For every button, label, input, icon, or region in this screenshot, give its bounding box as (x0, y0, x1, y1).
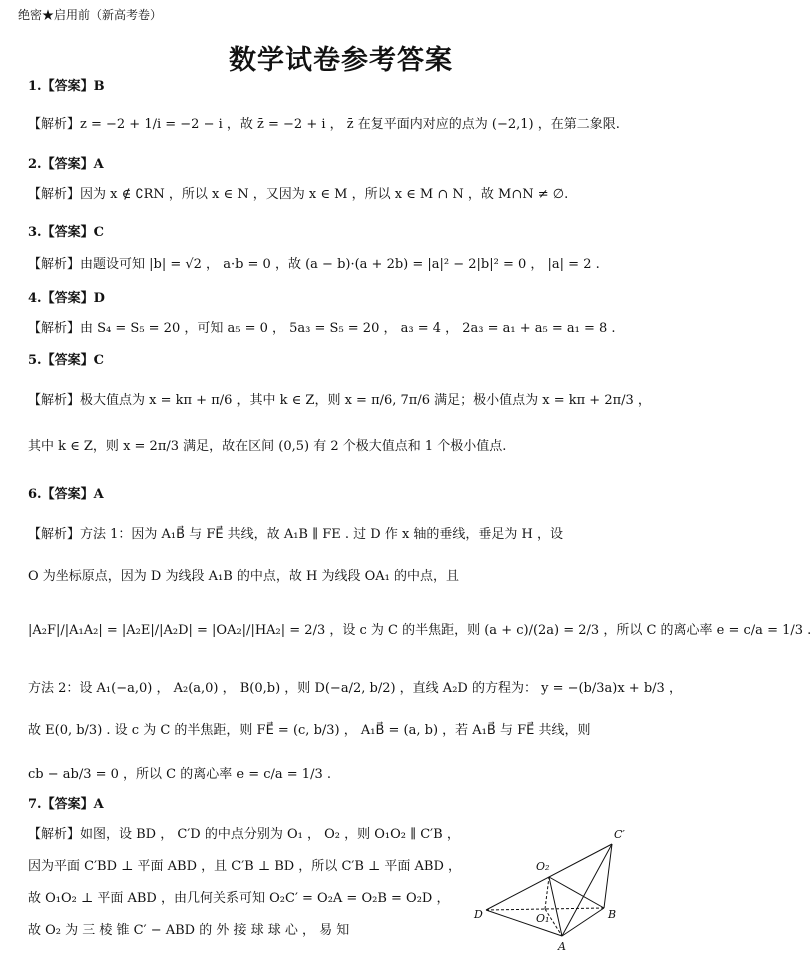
q7-explanation-1: 【解析】如图，设 BD ， C′D 的中点分别为 O₁ ， O₂ ，则 O₁O₂ ∥ C′B ， (28, 827, 460, 842)
q1-explanation: 【解析】z = −2 + 1/i = −2 − i ，故 z̄ = −2 + i ， z̄ 在复平面内对应的点为 (−2,1) ，在第二象限. (28, 117, 620, 132)
q5-answer: 5.【答案】C (28, 353, 104, 368)
edge-a-b (562, 908, 604, 936)
q4-answer: 4.【答案】D (28, 291, 105, 306)
edge-a-c (562, 844, 612, 936)
q2-explanation: 【解析】因为 x ∉ ∁RN ，所以 x ∈ N ，又因为 x ∈ M ，所以 x ∈ M ∩ N ，故 M∩N ≠ ∅. (28, 187, 569, 202)
edge-o2-b (549, 877, 604, 908)
q6-method2-1: 方法 2：设 A₁(−a,0) ， A₂(a,0) ， B(0,b) ，则 D(−a/2, b/2) ，直线 A₂D 的方程为： y = −(b/3a)x + b/3 ， (28, 681, 682, 696)
edge-b-c (604, 844, 612, 908)
edge-o1-o2-hidden (545, 877, 549, 909)
q5-explanation-2: 其中 k ∈ Z，则 x = 2π/3 满足，故在区间 (0,5) 有 2 个极大值点和 1 个极小值点. (28, 439, 507, 454)
q6-method1-1: 【解析】方法 1：因为 A₁B⃗ 与 FE⃗ 共线，故 A₁B ∥ FE . 过 D 作 x 轴的垂线，垂足为 H ，设 (28, 527, 564, 542)
confidential-header: 绝密★启用前（新高考卷） (18, 8, 163, 22)
q6-method1-3: |A₂F|/|A₁A₂| = |A₂E|/|A₂D| = |OA₂|/|HA₂| = 2/3 ，设 c 为 C 的半焦距，则 (a + c)/(2a) = 2/3 ，所以 C 的离心率 e = c/a = 1/3 . (28, 623, 811, 638)
q6-answer: 6.【答案】A (28, 487, 104, 502)
pyramid-figure (474, 824, 654, 954)
q7-explanation-2: 因为平面 C′BD ⊥ 平面 ABD ，且 C′B ⊥ BD ，所以 C′B ⊥ 平面 ABD ， (28, 859, 462, 874)
q3-explanation: 【解析】由题设可知 |b| = √2 ， a·b = 0 ，故 (a − b)·(a + 2b) = |a|² − 2|b|² = 0 ， |a| = 2 . (28, 257, 600, 272)
q7-explanation-3: 故 O₁O₂ ⊥ 平面 ABD ，由几何关系可知 O₂C′ = O₂A = O₂B = O₂D ， (28, 891, 450, 906)
edge-d-a (486, 910, 562, 936)
q7-answer: 7.【答案】A (28, 797, 104, 812)
label-o2: O₂ (536, 860, 550, 873)
q6-method1-2: O 为坐标原点，因为 D 为线段 A₁B 的中点，故 H 为线段 OA₁ 的中点，且 (28, 569, 460, 584)
q5-explanation-1: 【解析】极大值点为 x = kπ + π/6 ，其中 k ∈ Z，则 x = π/6, 7π/6 满足；极小值点为 x = kπ + 2π/3 ， (28, 393, 651, 408)
label-c-prime: C′ (614, 828, 625, 841)
label-a: A (558, 940, 566, 953)
q3-answer: 3.【答案】C (28, 225, 104, 240)
page-title: 数学试卷参考答案 (229, 45, 453, 76)
label-b: B (608, 908, 617, 921)
q4-explanation: 【解析】由 S₄ = S₅ = 20 ，可知 a₅ = 0 ， 5a₃ = S₅ = 20 ， a₃ = 4 ， 2a₃ = a₁ + a₅ = a₁ = 8 . (28, 321, 616, 336)
q2-answer: 2.【答案】A (28, 157, 104, 172)
q6-method2-3: cb − ab/3 = 0 ，所以 C 的离心率 e = c/a = 1/3 . (28, 767, 331, 782)
label-o1: O₁ (536, 912, 550, 925)
label-d: D (474, 908, 483, 921)
edge-o2-a (549, 877, 562, 936)
q1-answer: 1.【答案】B (28, 79, 105, 94)
q7-explanation-4: 故 O₂ 为 三 棱 锥 C′ − ABD 的 外 接 球 球 心 ， 易 知 (28, 923, 350, 938)
q6-method2-2: 故 E(0, b/3) . 设 c 为 C 的半焦距，则 FE⃗ = (c, b/3) ， A₁B⃗ = (a, b) ，若 A₁B⃗ 与 FE⃗ 共线，则 (28, 723, 591, 738)
